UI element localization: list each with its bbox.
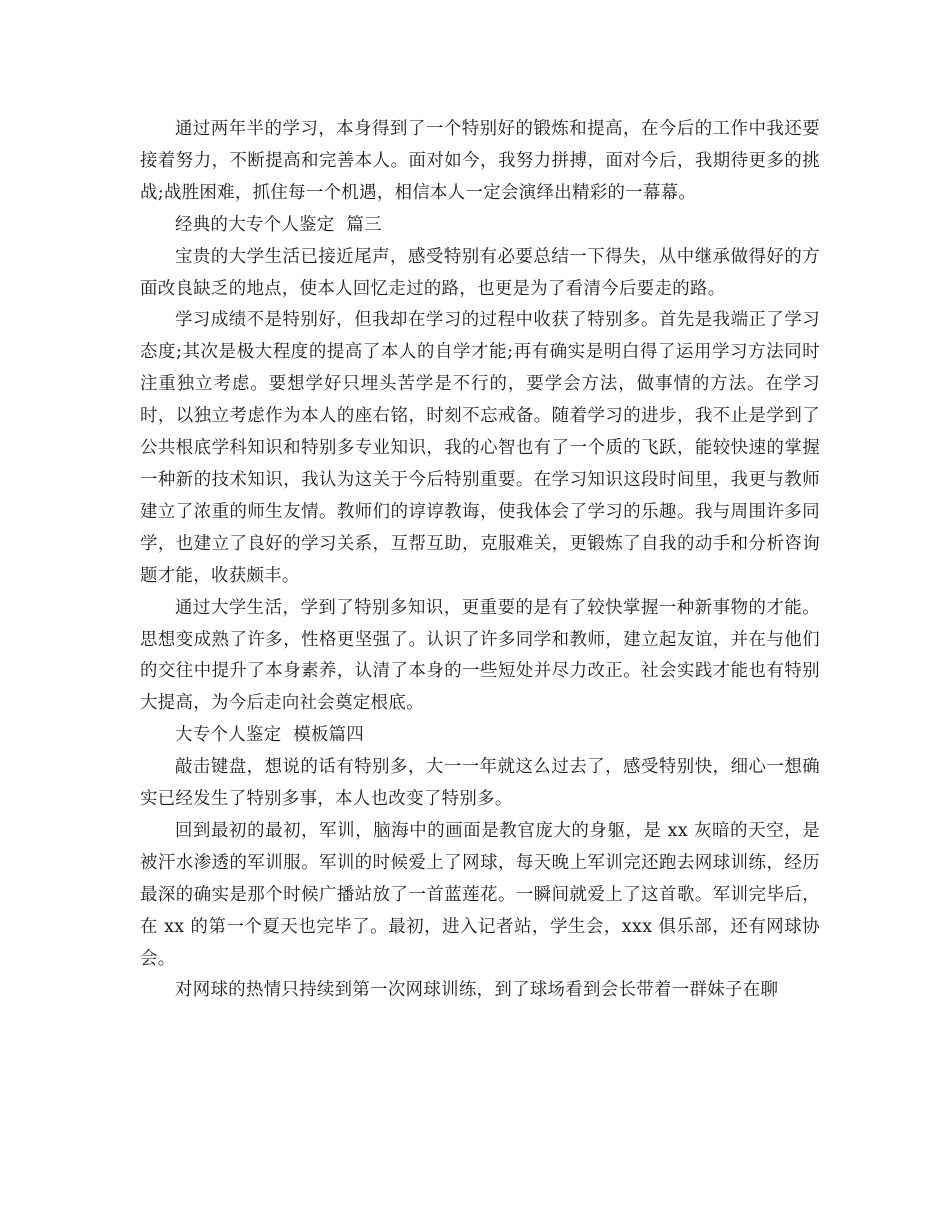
paragraph-study-gains: 学习成绩不是特别好，但我却在学习的过程中收获了特别多。首先是我端正了学习态度;其次是极大程度的提高了本人的自学才能;再有确实是明白得了运用学习方法同时注重独立考虑。要想学好只埋头苦学是不行的，要学会方法，做事情的方法。在学习时，以独立考虑作为本人的座右铭，时刻不忘戒备。随着学习的进步，我不止是学到了公共根底学科知识和特别多专业知识，我的心智也有了一个质的飞跃，能较快速的掌握一种新的技术知识，我认为这关于今后特别重要。在学习知识这段时间里，我更与教师建立了浓重的师生友情。教师们的谆谆教诲，使我体会了学习的乐趣。我与周围许多同学，也建立了良好的学习关系，互帮互助，克服难关，更锻炼了自我的动手和分析咨询题才能，收获颇丰。 bbox=[140, 310, 820, 586]
paragraph-college-life-intro: 宝贵的大学生活已接近尾声，感受特别有必要总结一下得失，从中继承做得好的方面改良缺乏的地点，使本人回忆走过的路，也更是为了看清今后要走的路。 bbox=[140, 246, 820, 299]
paragraph-freshman-year: 敲击键盘，想说的话有特别多，大一一年就这么过去了，感受特别快，细心一想确实已经发生了特别多事，本人也改变了特别多。 bbox=[140, 757, 820, 810]
paragraph-military-training: 回到最初的最初，军训，脑海中的画面是教官庞大的身躯，是 xx 灰暗的天空，是被汗水渗透的军训服。军训的时候爱上了网球，每天晚上军训完还跑去网球训练，经历最深的确实是那个时候广播站放了一首蓝莲花。一瞬间就爱上了这首歌。军训完毕后，在 xx 的第一个夏天也完毕了。最初，进入记者站，学生会，xxx 俱乐部，还有网球协会。 bbox=[140, 820, 820, 969]
section-heading-part-four: 大专个人鉴定 模板篇四 bbox=[175, 725, 365, 746]
section-heading-part-three: 经典的大专个人鉴定 篇三 bbox=[175, 214, 382, 235]
paragraph-tennis-practice: 对网球的热情只持续到第一次网球训练，到了球场看到会长带着一群妹子在聊 bbox=[175, 980, 779, 1001]
document-body bbox=[140, 114, 820, 1007]
paragraph-closing-summary: 通过两年半的学习，本身得到了一个特别好的锻炼和提高，在今后的工作中我还要接着努力，不断提高和完善本人。面对如今，我努力拼搏，面对今后，我期待更多的挑战;战胜困难，抓住每一个机遇，相信本人一定会演绎出精彩的一幕幕。 bbox=[140, 119, 820, 203]
paragraph-growth-summary: 通过大学生活，学到了特别多知识，更重要的是有了较快掌握一种新事物的才能。思想变成熟了许多，性格更坚强了。认识了许多同学和教师，建立起友谊，并在与他们的交往中提升了本身素养，认清了本身的一些短处并尽力改正。社会实践才能也有特别大提高，为今后走向社会奠定根底。 bbox=[140, 597, 820, 714]
